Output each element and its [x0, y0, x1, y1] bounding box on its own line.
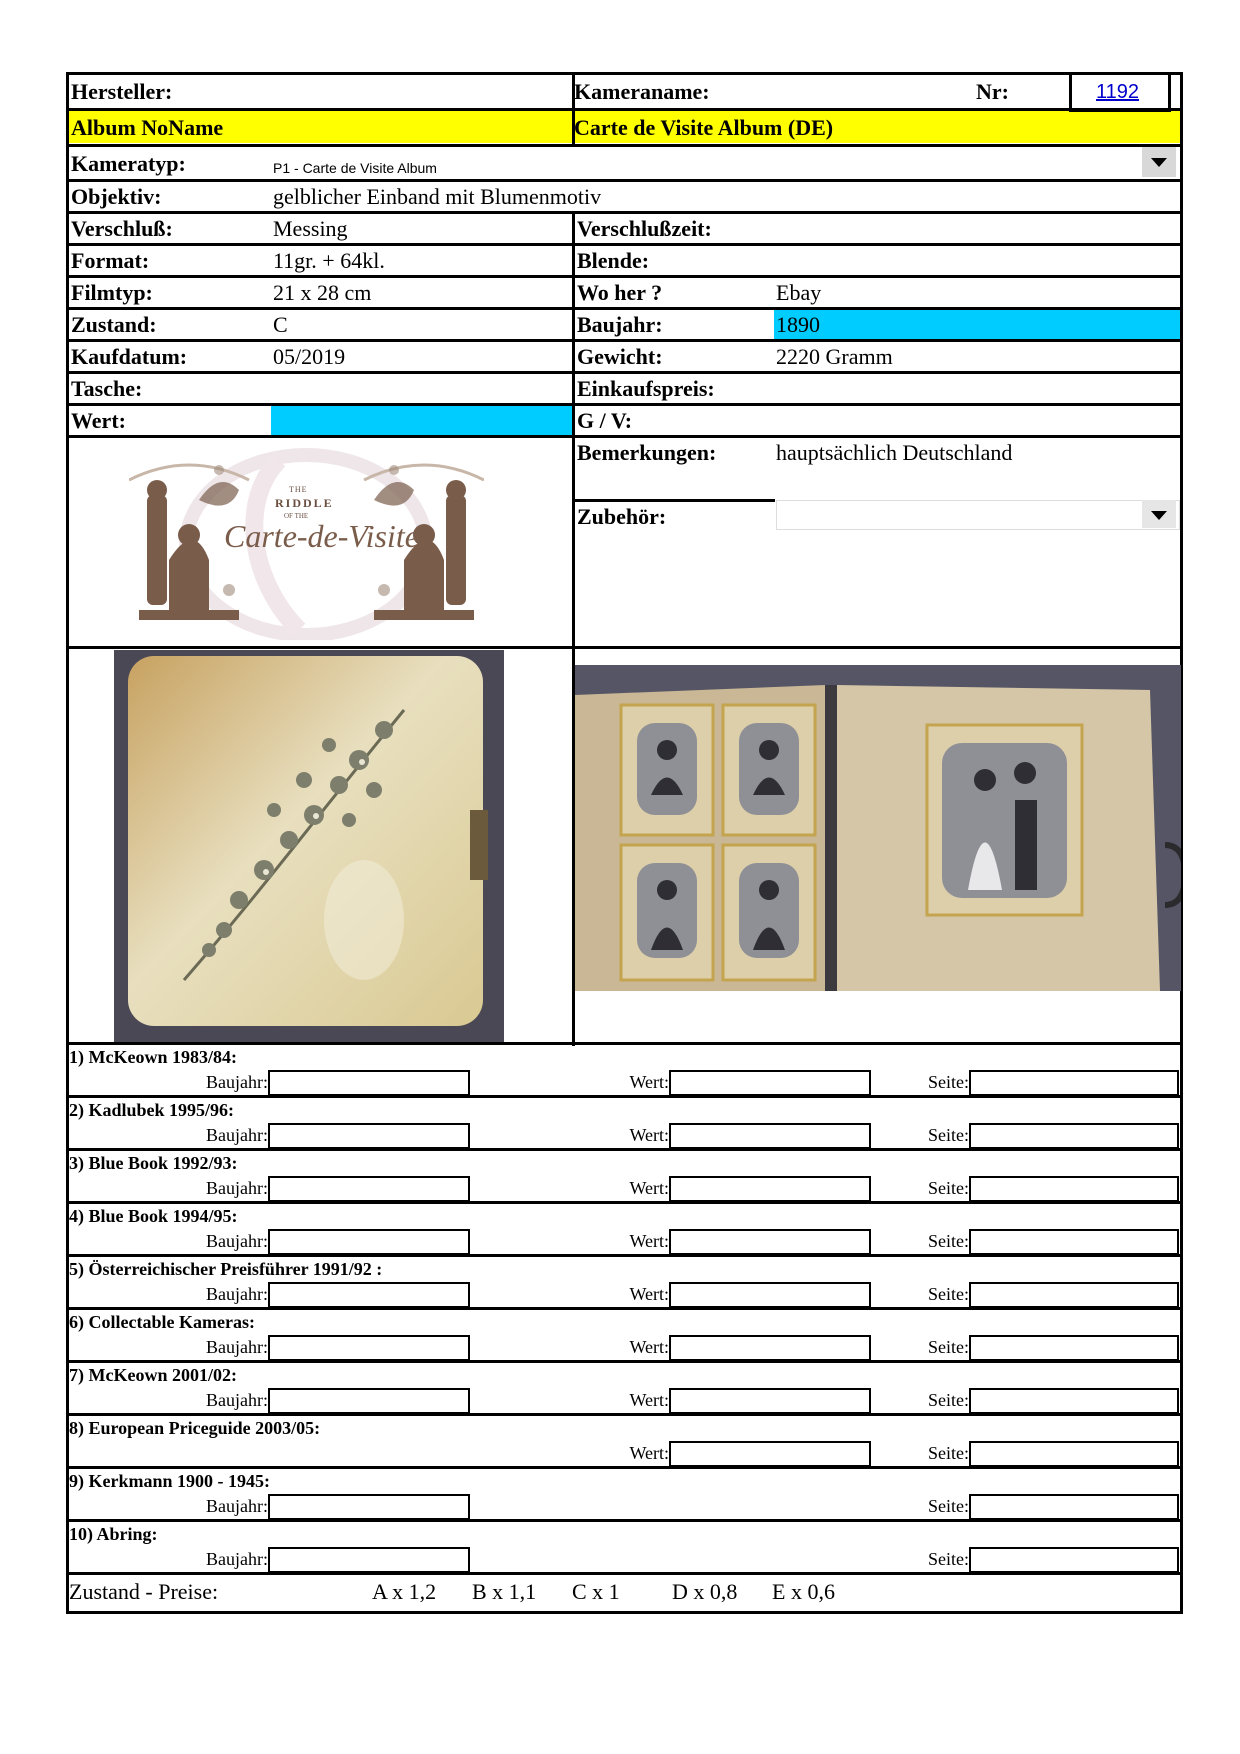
divider [66, 108, 1183, 111]
album-open-photo [575, 665, 1181, 991]
zustand-preise-label: Zustand - Preise: [69, 1579, 219, 1604]
divider [66, 1042, 1183, 1045]
gewicht-value: 2220 Gramm [776, 344, 893, 369]
reference-baujahr-label: Baujahr: [206, 1549, 268, 1569]
reference-seite-input[interactable] [969, 1070, 1179, 1096]
reference-wert-label: Wert: [629, 1231, 669, 1251]
riddle-logo [129, 440, 484, 640]
reference-wert-input[interactable] [669, 1335, 871, 1361]
divider [66, 435, 1183, 438]
gv-label: G / V: [577, 408, 633, 433]
wert-highlight [271, 406, 572, 435]
reference-title: 4) Blue Book 1994/95: [69, 1206, 238, 1226]
baujahr-value: 1890 [776, 312, 820, 337]
reference-seite-label: Seite: [928, 1231, 969, 1251]
reference-wert-input[interactable] [669, 1441, 871, 1467]
reference-baujahr-label: Baujahr: [206, 1496, 268, 1516]
preis-a: A x 1,2 [372, 1579, 437, 1604]
reference-wert-input[interactable] [669, 1388, 871, 1414]
reference-wert-label: Wert: [629, 1337, 669, 1357]
divider [66, 339, 1183, 342]
verschluss-label: Verschluß: [71, 216, 173, 241]
reference-baujahr-label: Baujahr: [206, 1072, 268, 1092]
reference-seite-input[interactable] [969, 1441, 1179, 1467]
reference-wert-input[interactable] [669, 1070, 871, 1096]
logo-text-riddle: RIDDLE [275, 496, 334, 510]
album-cover-graphic [114, 650, 504, 1042]
kameraname-label: Kameraname: [574, 79, 710, 104]
verschluss-value: Messing [273, 216, 348, 241]
reference-baujahr-label: Baujahr: [206, 1390, 268, 1410]
gewicht-label: Gewicht: [577, 344, 663, 369]
reference-wert-label: Wert: [629, 1443, 669, 1463]
zustand-value: C [273, 312, 288, 337]
divider [66, 275, 1183, 278]
logo-text-cdv: Carte-de-Visite [224, 518, 419, 554]
tasche-label: Tasche: [71, 376, 143, 401]
reference-seite-input[interactable] [969, 1176, 1179, 1202]
reference-baujahr-input[interactable] [268, 1388, 470, 1414]
logo-text-ofthe: OF THE [284, 512, 309, 520]
kameratyp-dropdown-icon[interactable] [1142, 147, 1176, 177]
reference-baujahr-input[interactable] [268, 1335, 470, 1361]
format-value: 11gr. + 64kl. [273, 248, 385, 273]
reference-seite-label: Seite: [928, 1549, 969, 1569]
reference-seite-label: Seite: [928, 1337, 969, 1357]
reference-baujahr-input[interactable] [268, 1176, 470, 1202]
baujahr-highlight [774, 310, 1180, 339]
reference-seite-label: Seite: [928, 1178, 969, 1198]
preis-c: C x 1 [572, 1579, 620, 1604]
zubehoer-dropdown-icon[interactable] [1142, 500, 1176, 528]
reference-seite-label: Seite: [928, 1284, 969, 1304]
divider [66, 403, 1183, 406]
divider [66, 243, 1183, 246]
filmtyp-label: Filmtyp: [71, 280, 153, 305]
reference-seite-input[interactable] [969, 1123, 1179, 1149]
baujahr-label: Baujahr: [577, 312, 663, 337]
preis-b: B x 1,1 [472, 1579, 537, 1604]
reference-title: 9) Kerkmann 1900 - 1945: [69, 1471, 270, 1491]
reference-title: 5) Österreichischer Preisführer 1991/92 : [69, 1259, 383, 1279]
reference-wert-input[interactable] [669, 1282, 871, 1308]
reference-wert-label: Wert: [629, 1125, 669, 1145]
bemerkungen-underline [575, 499, 775, 502]
reference-wert-label: Wert: [629, 1284, 669, 1304]
reference-title: 7) McKeown 2001/02: [69, 1365, 237, 1385]
format-label: Format: [71, 248, 150, 273]
camera-record-sheet [66, 72, 1181, 1612]
einkaufspreis-label: Einkaufspreis: [577, 376, 715, 401]
reference-wert-label: Wert: [629, 1178, 669, 1198]
objektiv-label: Objektiv: [71, 184, 162, 209]
zubehoer-label: Zubehör: [577, 504, 667, 529]
verschlusszeit-label: Verschlußzeit: [577, 216, 712, 241]
reference-seite-input[interactable] [969, 1547, 1179, 1573]
blende-label: Blende: [577, 248, 650, 273]
reference-seite-input[interactable] [969, 1282, 1179, 1308]
hersteller-value: Album NoName [71, 115, 224, 140]
divider [66, 144, 1183, 147]
reference-title: 10) Abring: [69, 1524, 158, 1544]
reference-seite-input[interactable] [969, 1335, 1179, 1361]
nr-link[interactable]: 1192 [1096, 81, 1140, 103]
reference-seite-label: Seite: [928, 1072, 969, 1092]
col-divider [572, 72, 575, 108]
woher-label: Wo her ? [577, 280, 663, 305]
reference-title: 1) McKeown 1983/84: [69, 1047, 237, 1067]
reference-baujahr-input[interactable] [268, 1070, 470, 1096]
reference-baujahr-label: Baujahr: [206, 1337, 268, 1357]
reference-seite-input[interactable] [969, 1494, 1179, 1520]
reference-baujahr-label: Baujahr: [206, 1178, 268, 1198]
woher-value: Ebay [776, 280, 822, 305]
reference-seite-label: Seite: [928, 1125, 969, 1145]
divider [66, 371, 1183, 374]
filmtyp-value: 21 x 28 cm [273, 280, 372, 305]
preis-e: E x 0,6 [772, 1579, 835, 1604]
reference-baujahr-label: Baujahr: [206, 1284, 268, 1304]
kaufdatum-label: Kaufdatum: [71, 344, 188, 369]
kameratyp-label: Kameratyp: [71, 151, 186, 176]
divider [66, 646, 1183, 649]
reference-seite-label: Seite: [928, 1443, 969, 1463]
bemerkungen-value: hauptsächlich Deutschland [776, 440, 1013, 465]
reference-seite-input[interactable] [969, 1229, 1179, 1255]
reference-baujahr-input[interactable] [268, 1282, 470, 1308]
reference-baujahr-input[interactable] [268, 1494, 470, 1520]
album-open-graphic [575, 665, 1181, 991]
bemerkungen-label: Bemerkungen: [577, 440, 717, 465]
reference-title: 6) Collectable Kameras: [69, 1312, 255, 1332]
reference-baujahr-input[interactable] [268, 1547, 470, 1573]
kameraname-value: Carte de Visite Album (DE) [574, 115, 834, 140]
reference-baujahr-input[interactable] [268, 1123, 470, 1149]
reference-baujahr-input[interactable] [268, 1229, 470, 1255]
reference-baujahr-label: Baujahr: [206, 1231, 268, 1251]
reference-title: 2) Kadlubek 1995/96: [69, 1100, 235, 1120]
reference-seite-input[interactable] [969, 1388, 1179, 1414]
divider [66, 211, 1183, 214]
reference-seite-label: Seite: [928, 1496, 969, 1516]
reference-title: 3) Blue Book 1992/93: [69, 1153, 238, 1173]
reference-wert-label: Wert: [629, 1072, 669, 1092]
reference-title: 8) European Priceguide 2003/05: [69, 1418, 321, 1438]
objektiv-value: gelblicher Einband mit Blumenmotiv [273, 184, 602, 209]
reference-wert-input[interactable] [669, 1229, 871, 1255]
reference-wert-input[interactable] [669, 1176, 871, 1202]
reference-seite-label: Seite: [928, 1390, 969, 1410]
reference-baujahr-label: Baujahr: [206, 1125, 268, 1145]
nr-label: Nr: [976, 79, 1009, 104]
col-divider [572, 110, 575, 144]
divider [66, 179, 1183, 182]
wert-label: Wert: [71, 408, 126, 433]
zustand-label: Zustand: [71, 312, 157, 337]
album-cover-photo [114, 650, 504, 1042]
reference-wert-input[interactable] [669, 1123, 871, 1149]
zubehoer-select[interactable] [776, 500, 1180, 530]
reference-wert-label: Wert: [629, 1390, 669, 1410]
preis-d: D x 0,8 [672, 1579, 738, 1604]
logo-text-the: THE [289, 485, 308, 494]
kameratyp-select[interactable]: P1 - Carte de Visite Album [273, 160, 437, 176]
hersteller-label: Hersteller: [71, 79, 173, 104]
kaufdatum-value: 05/2019 [273, 344, 346, 369]
